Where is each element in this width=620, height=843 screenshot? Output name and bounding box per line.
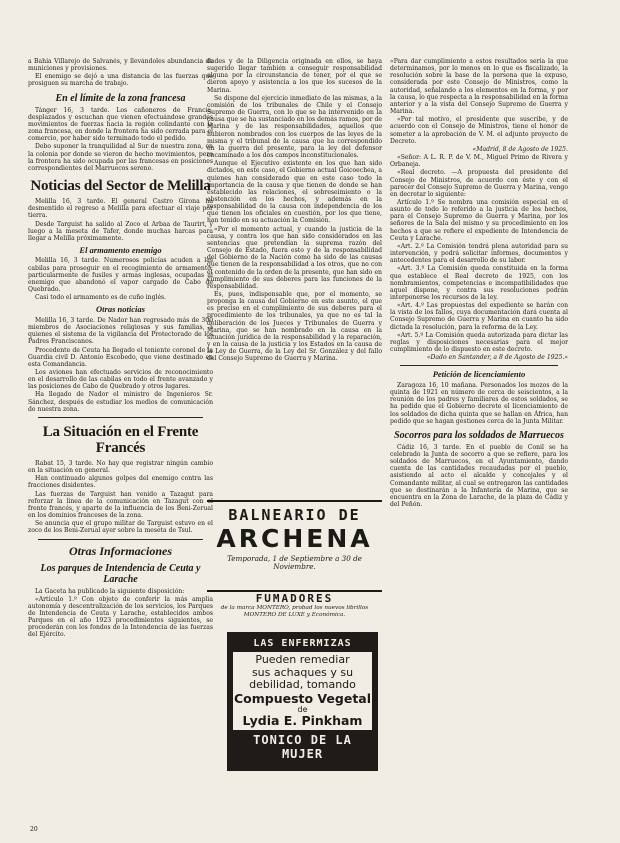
ad-enfermizas-line: Pueden remediar xyxy=(255,653,350,666)
ad-enfermizas-line: de xyxy=(297,704,308,714)
ad-balneario-line3: Temporada, 1 de Septiembre a 30 de Noviembre. xyxy=(227,554,362,571)
ad-fumadores xyxy=(207,592,382,628)
subheadline-armamento: El armamento enemigo xyxy=(79,244,162,255)
ad-fumadores-title: FUMADORES xyxy=(255,592,334,605)
divider xyxy=(38,417,203,418)
ad-enfermizas-body xyxy=(233,652,372,730)
subheadline-socorros: Socorros para los soldados de Marruecos xyxy=(394,429,564,441)
ad-fumadores-text: de la marca MONTERO, probad los nuevos librillos MONTERO DE LUXE y Económica. xyxy=(220,605,369,618)
paragraph: Se anuncia que el grupo militar de Targuist estuvo en el zoco de los Beni-Zerual ayer sobre la meseta de Tsul. xyxy=(28,520,213,535)
paragraph: dades y de la Diligencia originada en ellos, se haya sugerido llegar también a conseguir responsabilidad alguna por la circunstancia de tener, por el que se dieron apoyo y asistencia a los que los sucesos de la Marina. xyxy=(207,58,382,94)
paragraph: Melilla 16, 3 tarde. El general Castro Girona ha desmentido el regreso a Melilla para efectuar el viaje por tierra. xyxy=(28,198,213,220)
subheadline-otras-noticias: Otras noticias xyxy=(96,304,145,315)
divider xyxy=(38,539,203,540)
headline-otras-informaciones: Otras Informaciones xyxy=(68,543,172,558)
paragraph: Tánger 16, 3 tarde. Los cañoneros de Francia, desplazados y escuchan que vienen efectuándose grandes movimientos de fuerzas hacia la región colindante con la zona francesa, en donde la frontera ha sido cerrada para el comercio, por haber sido terminado todo el pedido. xyxy=(28,106,213,143)
ad-enfermizas-product: Compuesto Vegetal xyxy=(233,690,372,706)
paragraph: Se dispone del ejercicio inmediato de las mismas, a la comisión de los tribunales de Chile y el Consejo Supremo de Guerra, con lo que se ha intervenido en la causa que se ha sustanciado en los demás ramos, por de Marina y de las responsabilidades, aquellos que hubieron nombrados con los cuerpos de las leyes de la misma y el tribunal de la causa que ha correspondido en la guerra del presente, para la ley del defensor encaminado a los dos campos inconstitucionales. xyxy=(207,94,382,160)
ad-las-enfermizas xyxy=(227,632,378,771)
paragraph: La Gaceta ha publicado la siguiente disposición: xyxy=(35,587,185,595)
paragraph: «Real decreto. —A propuesta del presidente del Consejo de Ministros, de acuerdo con éste y con el parecer del Consejo Supremo de Guerra y Marina, vengo en decretar lo siguiente: xyxy=(390,169,568,198)
paragraph: Aunque el Ejecutivo existente en los que han sido dictados, en este caso, el Gobierno actual Goicoechea, a quienes han considerado que en este caso todo la importancia de la causa y que tienen de donde se han establecido las relaciones, el sobreseimiento o la abstención en los hechos, y además en la responsabilidad de la causa con independencia de los que tienen los oficiales en cuestión, por los que tiene, han tenido en su actuación la Comisión. xyxy=(207,160,382,225)
paragraph: Es, pues, indispensable que, por el momento, se proponga la causa del Gobierno en este asunto, el que es preciso en el cumplimiento de sus deberes para el procedimiento de los tribunales, ya que no es tal la deliberación de los Jueces y Tribunales de Guerra y Marina, que se han nombrado en la causa en la situación jurídica de la responsabilidad y la reparación, y en la causa de la justicia y los Estados en la causa de la Ley de Guerra, de la Ley del Sr. González y del fallo del Consejo Supremo de Guerra y Marina. xyxy=(207,291,382,363)
paragraph: Melilla 16, 3 tarde. De Nador han regresado más de 300 miembros de Asociaciones religiosas y sus familias, a quienes el sistema de la vigilancia del Protectorado de los Padres Franciscanos. xyxy=(28,316,213,346)
page-number: 20 xyxy=(30,826,38,833)
paragraph: «Por el momento actual, y cuando la justicia de la causa, y contra los que han sido considerados en las sentencias que pretendían la suprema razón del Consejo de Estado, fuera esto y de la responsabilidad del Gobierno de la Nación como ha sido de las causas que tienen de la responsabilidad a los otros, que no con el contenido de la orden de la presente, que han sido en cumplimiento de sus deberes para las funciones de la responsabilidad. xyxy=(207,225,382,290)
paragraph: Artículo 1.º Se nombra una comisión especial en el asunto de todo lo referido a la justicia de los hechos, para el Consejo Supremo de Guerra y Marina, por los señores de la Sala del mismo y su procedimiento en los hechos a que se refiere el expediente de Intendencia de Ceuta y Larache. xyxy=(390,198,568,242)
ad-balneario-archena xyxy=(207,500,382,592)
ad-balneario-line1: BALNEARIO DE xyxy=(228,506,361,524)
headline-frente-frances: La Situación en el Frente Francés xyxy=(42,423,199,456)
paragraph: «Por tal motivo, el presidente que suscribe, y de acuerdo con el Consejo de Ministros, tiene el honor de someter a la aprobación de V. M. el adjunto proyecto de Decreto. xyxy=(390,116,568,145)
paragraph: Casi todo el armamento es de cuño inglés. xyxy=(35,294,167,302)
ad-enfermizas-head: LAS ENFERMIZAS xyxy=(253,638,352,649)
column-left xyxy=(28,58,213,838)
column-middle xyxy=(207,58,382,498)
subheadline-licenciamiento: Petición de licenciamiento xyxy=(432,369,526,380)
paragraph: Zaragoza 16, 10 mañana. Personados los mozos de la quinta de 1921 en número de cerca de seiscientos, a la reunión de los padres y familiares de estos soldados, se ha pedido que el Gobierno decrete el licenciamiento de los soldados de dicha quinta que se hallan en África, han pedido que se hagan gestiones cerca de la Junta Militar. xyxy=(390,381,568,425)
paragraph: Debo suponer la tranquilidad al Sur de nuestra zona, en la colonia por donde se vieron de hecho movimientos, pero la frontera ha sido ocupada por las francesas en posiciones correspondientes del Marruecos sereno. xyxy=(28,143,213,172)
ad-enfermizas-line: sus achaques y su xyxy=(251,665,354,679)
paragraph: «Art. 5.º La Comisión queda autorizada para dictar las reglas y disposiciones necesarias para el mejor cumplimiento de lo dispuesto en este decreto. xyxy=(390,331,568,354)
paragraph: Rabat 15, 3 tarde. No hay que registrar ningún cambio en la situación en general. xyxy=(28,459,213,475)
headline-melilla: Noticias del Sector de Melilla xyxy=(30,178,211,195)
column-right xyxy=(390,58,568,838)
headline-french-zone: En el límite de la zona francesa xyxy=(55,92,186,104)
paragraph: Han continuado algunos golpes del enemigo contra las fracciones disidentes. xyxy=(28,475,213,490)
paragraph: Ha llegado de Nador el ministro de Ingenieros Sr. Sánchez, después de estudiar los medios de comunicación de nuestra zona. xyxy=(28,391,213,413)
paragraph: «Para dar cumplimiento a estos resultados sería la que determinamos, por lo menos en lo que es fiscalizado, la resolución sobre la base de la persona que la expuso, considerada por este Consejo de Ministros, como la autoridad, señalando a los elementos en la forma, y por la causa, lo que respecta a la responsabilidad en la forma anterior y a la vista del Consejo Supremo de Guerra y Marina. xyxy=(390,58,568,116)
paragraph: «Señor: A L. R. P. de V. M., Miguel Primo de Rivera y Orbaneja. xyxy=(390,154,568,169)
paragraph: Desde Targuist ha salido al Zoco el Arbaa de Taurirt, y luego a la meseta de Tafer, donde muchas harcas para llegar a Melilla próximamente. xyxy=(28,220,213,242)
paragraph: Procedente de Ceuta ha llegado el teniente coronel de la Guardia civil D. Antonio Escobedo, que viene destinado en esta Comandancia. xyxy=(28,346,213,368)
paragraph: a Bahía Víllarejo de Salvanés, y llevándoles abundancia de municiones y provisiones. xyxy=(28,58,213,73)
paragraph: «Dado en Santander, a 8 de Agosto de 1925.» xyxy=(426,354,568,362)
ad-enfermizas-line: debilidad, tomando xyxy=(249,678,356,691)
paragraph: Los aviones han efectuado servicios de reconocimiento en el desarrollo de las cabilas en todo el frente avanzado y las posiciones de Cabo de Quebrado y otros lugares. xyxy=(28,369,213,391)
paragraph: «Art. 2.º La Comisión tendrá plena autoridad para su intervención, y podrá solicitar informes, documentos y antecedentes para el desarrollo de su labor. xyxy=(390,242,568,265)
paragraph: Las fuerzas de Targuist han venido a Tazagut para reforzar la línea de la comunicación en Tazagut con el frente francés, y aparte de la influencia de los Beni-Zerual en los dominios franceses de la zona. xyxy=(28,490,213,520)
ad-balneario-line2: ARCHENA xyxy=(216,524,373,553)
paragraph: El enemigo se dejó a una distancia de las fuerzas que prosiguen su marcha de trabajo. xyxy=(28,73,213,88)
ad-enfermizas-brand: Lydia E. Pinkham xyxy=(242,712,363,728)
ad-enfermizas-foot: TONICO DE LA MUJER xyxy=(253,732,352,761)
divider xyxy=(400,365,558,366)
paragraph: «Art. 3.º La Comisión queda constituida en la forma que establece el Real decreto de 1925, con los nombramientos, competencias e incompatibilidades que aquel dispone, y contra sus resoluciones podrán interponerse los recursos de la ley. xyxy=(390,265,568,301)
paragraph: «Madrid, 8 de Agosto de 1925. xyxy=(472,145,568,153)
subheadline-parques-intendencia: Los parques de Intendencia de Ceuta y Larache xyxy=(40,562,201,585)
paragraph: «Art. 4.º Las propuestas del expediente se harán con la vista de los fallos, cuya documentación dará cuenta al Consejo Supremo de Guerra y Marina en cuanto ha sido dictada la resolución, para la reforma de la Ley. xyxy=(390,302,568,331)
paragraph: «Artículo 1.º Con objeto de conferir la más amplia autonomía y descentralización de los servicios, los Parques de Intendencia de Ceuta y Larache, establecidos ambos Parques en el año 1923 procedimientos siguientes, se procederán con los fondos de la Intendencia de las fuerzas del Ejército. xyxy=(28,595,213,639)
paragraph: Cádiz 16, 3 tarde. En el pueblo de Conil se ha celebrado la Junta de socorro a que se refiere, para los soldados de Marruecos, en el Ayuntamiento, dando cuenta de las cantidades recaudadas por el pueblo, asistiendo al acto el alcalde y concejales y el Comandante militar, al cual se entregaron las cantidades que se destinarán a la Infantería de Marina, que se encuentra en la Zona de Larache, de la plaza de Cádiz y del Peñón. xyxy=(390,443,568,509)
paragraph: Melilla 16, 3 tarde. Numerosos policías acuden a las cabilas para proseguir en el recogimiento de armamento; particularmente de fusiles y armas inglesas, ocupadas al enemigo que abandonó el vapor cargado de Cabo de Quebrado. xyxy=(28,257,213,294)
